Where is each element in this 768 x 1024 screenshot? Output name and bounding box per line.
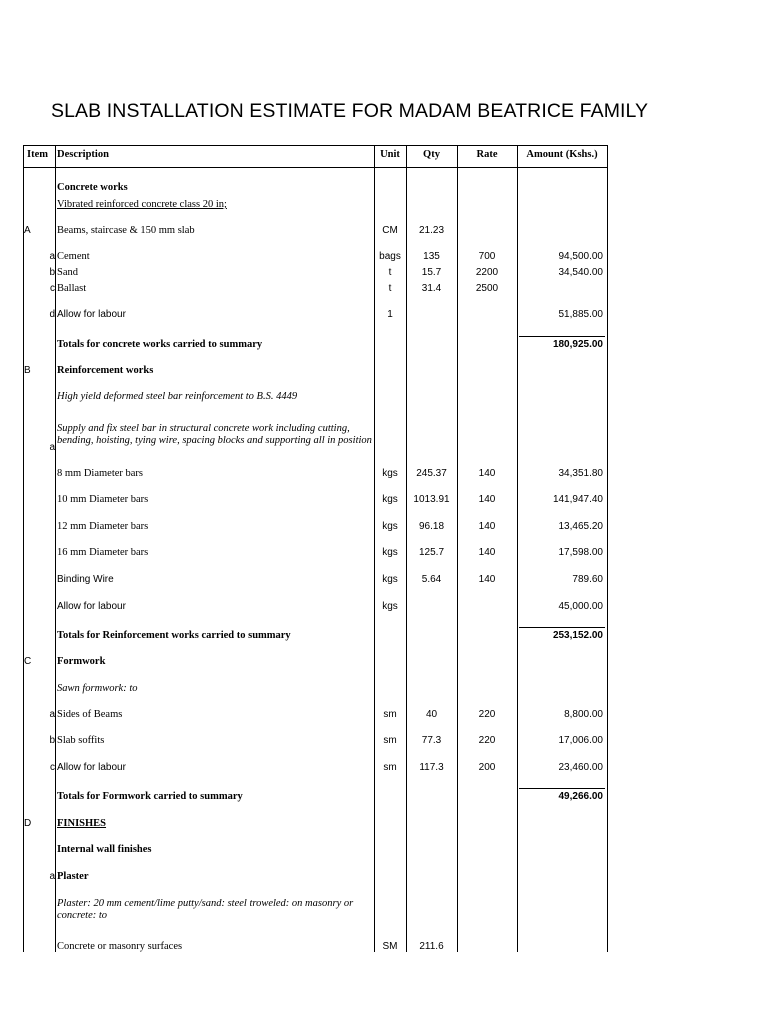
item-description: Sawn formwork: to xyxy=(57,683,138,694)
item-amount: 94,500.00 xyxy=(558,251,603,262)
item-description: Vibrated reinforced concrete class 20 in; xyxy=(57,199,227,210)
item-rate: 140 xyxy=(478,574,496,585)
item-description: Slab soffits xyxy=(57,735,105,746)
item-unit: sm xyxy=(383,762,397,773)
item-rate: 220 xyxy=(478,735,496,746)
item-description: Totals for concrete works carried to summary xyxy=(57,339,263,350)
item-unit: kgs xyxy=(382,468,398,479)
total-amount: 180,925.00 xyxy=(552,339,603,350)
item-rate: 2200 xyxy=(475,267,499,278)
total-amount: 253,152.00 xyxy=(552,630,603,641)
total-rule xyxy=(519,336,605,337)
item-description: Plaster xyxy=(57,871,89,882)
item-description: Reinforcement works xyxy=(57,365,154,376)
item-description: Internal wall finishes xyxy=(57,844,152,855)
item-sub-letter: c xyxy=(50,762,55,773)
item-amount: 17,006.00 xyxy=(558,735,603,746)
item-rate: 140 xyxy=(478,494,496,505)
item-qty: 40 xyxy=(425,709,438,720)
item-description: Ballast xyxy=(57,283,87,294)
item-unit: kgs xyxy=(382,547,398,558)
item-description: Beams, staircase & 150 mm slab xyxy=(57,225,195,236)
item-description: Allow for labour xyxy=(57,601,126,612)
item-unit: 1 xyxy=(387,309,393,320)
item-rate: 2500 xyxy=(475,283,499,294)
item-qty: 117.3 xyxy=(419,762,444,773)
item-description: concrete: to xyxy=(57,910,108,921)
item-qty: 15.7 xyxy=(421,267,442,278)
item-description: 16 mm Diameter bars xyxy=(57,547,149,558)
item-description: Allow for labour xyxy=(57,762,126,773)
item-description: Concrete or masonry surfaces xyxy=(57,941,183,952)
item-letter: A xyxy=(24,225,31,236)
item-description: Concrete works xyxy=(57,182,128,193)
item-amount: 34,351.80 xyxy=(558,468,603,479)
header-amount: Amount (Kshs.) xyxy=(526,149,598,160)
item-amount: 51,885.00 xyxy=(558,309,603,320)
row-divider xyxy=(23,145,608,146)
item-unit: kgs xyxy=(382,521,398,532)
item-description: Plaster: 20 mm cement/lime putty/sand: steel troweled: on masonry or xyxy=(57,898,354,909)
item-amount: 45,000.00 xyxy=(558,601,603,612)
header-unit: Unit xyxy=(380,149,400,160)
item-rate: 140 xyxy=(478,468,496,479)
item-unit: t xyxy=(388,283,392,294)
item-description: Allow for labour xyxy=(57,309,126,320)
item-unit: SM xyxy=(382,941,398,952)
item-letter: B xyxy=(24,365,31,376)
item-amount: 141,947.40 xyxy=(552,494,603,505)
item-amount: 13,465.20 xyxy=(558,521,603,532)
item-sub-letter: c xyxy=(50,283,55,294)
item-description: 12 mm Diameter bars xyxy=(57,521,149,532)
total-rule xyxy=(519,627,605,628)
item-qty: 31.4 xyxy=(421,283,442,294)
item-unit: kgs xyxy=(382,494,398,505)
header-rate: Rate xyxy=(476,149,498,160)
item-description: Formwork xyxy=(57,656,106,667)
item-sub-letter: b xyxy=(49,735,55,746)
item-description: Sides of Beams xyxy=(57,709,123,720)
item-letter: D xyxy=(24,818,32,829)
item-qty: 21.23 xyxy=(418,225,445,236)
header-description: Description xyxy=(57,149,109,160)
total-amount: 49,266.00 xyxy=(558,791,603,802)
item-sub-letter: a xyxy=(49,442,55,453)
item-description: Totals for Reinforcement works carried to summary xyxy=(57,630,291,641)
item-description: Totals for Formwork carried to summary xyxy=(57,791,243,802)
item-sub-letter: a xyxy=(49,251,55,262)
item-unit: bags xyxy=(379,251,401,262)
item-amount: 34,540.00 xyxy=(558,267,603,278)
item-description: Supply and fix steel bar in structural concrete work including cutting, xyxy=(57,423,350,434)
column-divider xyxy=(607,145,608,952)
item-description: High yield deformed steel bar reinforcement to B.S. 4449 xyxy=(57,391,298,402)
header-item: Item xyxy=(27,149,48,160)
item-rate: 700 xyxy=(478,251,496,262)
item-rate: 140 xyxy=(478,547,496,558)
item-sub-letter: a xyxy=(49,709,55,720)
row-divider xyxy=(23,167,608,168)
item-qty: 125.7 xyxy=(418,547,445,558)
item-qty: 1013.91 xyxy=(413,494,450,505)
item-sub-letter: a xyxy=(49,871,55,882)
item-unit: sm xyxy=(383,735,397,746)
item-description: FINISHES xyxy=(57,818,107,829)
item-rate: 220 xyxy=(478,709,496,720)
item-description: Binding Wire xyxy=(57,574,114,585)
item-description: bending, hoisting, tying wire, spacing blocks and supporting all in position xyxy=(57,435,372,446)
column-divider xyxy=(23,145,24,952)
header-qty: Qty xyxy=(423,149,440,160)
item-description: 10 mm Diameter bars xyxy=(57,494,149,505)
item-unit: kgs xyxy=(382,574,398,585)
item-amount: 8,800.00 xyxy=(564,709,603,720)
item-unit: sm xyxy=(383,709,397,720)
item-qty: 5.64 xyxy=(421,574,442,585)
item-unit: t xyxy=(388,267,392,278)
item-sub-letter: b xyxy=(49,267,55,278)
item-unit: kgs xyxy=(382,601,398,612)
item-description: Sand xyxy=(57,267,78,278)
item-qty: 96.18 xyxy=(418,521,445,532)
column-divider xyxy=(55,145,56,952)
item-unit: CM xyxy=(382,225,398,236)
item-description: Cement xyxy=(57,251,90,262)
item-letter: C xyxy=(24,656,32,667)
item-amount: 23,460.00 xyxy=(558,762,603,773)
item-sub-letter: d xyxy=(49,309,55,320)
item-qty: 77.3 xyxy=(421,735,442,746)
item-description: 8 mm Diameter bars xyxy=(57,468,144,479)
item-rate: 200 xyxy=(478,762,496,773)
item-amount: 17,598.00 xyxy=(558,547,603,558)
total-rule xyxy=(519,788,605,789)
item-qty: 211.6 xyxy=(419,941,444,952)
item-qty: 245.37 xyxy=(416,468,447,479)
item-qty: 135 xyxy=(423,251,440,262)
item-rate: 140 xyxy=(478,521,496,532)
page-title: SLAB INSTALLATION ESTIMATE FOR MADAM BEATRICE FAMILY xyxy=(51,100,649,122)
item-amount: 789.60 xyxy=(572,574,603,585)
